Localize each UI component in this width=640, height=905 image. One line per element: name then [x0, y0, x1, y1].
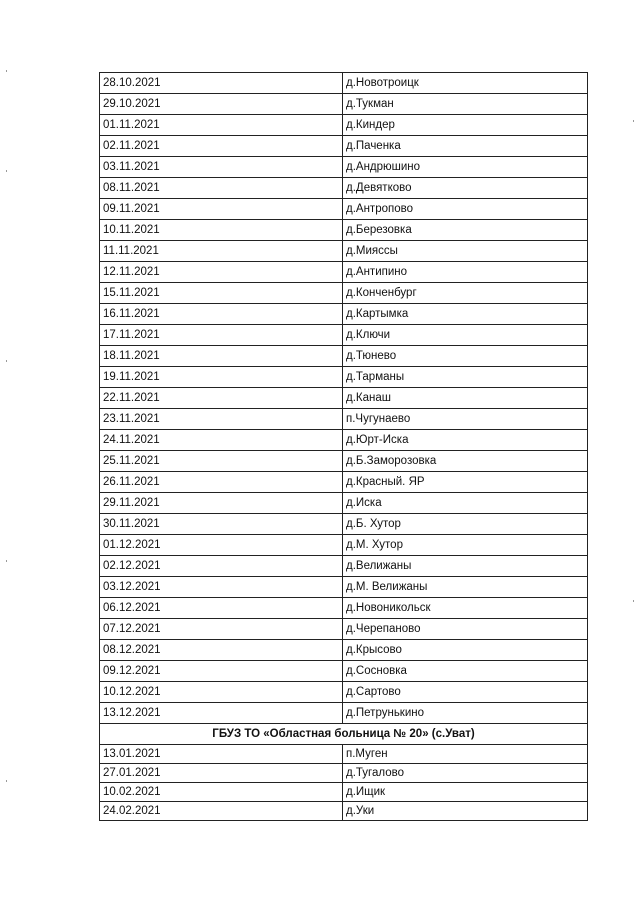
place-cell: д.Картымка [343, 304, 588, 325]
date-cell: 24.02.2021 [100, 802, 343, 821]
date-cell: 16.11.2021 [100, 304, 343, 325]
table-row [100, 577, 588, 598]
place-cell: д.Велижаны [343, 556, 588, 577]
date-cell: 23.11.2021 [100, 409, 343, 430]
place-cell: д.Тарманы [343, 367, 588, 388]
date-cell: 27.01.2021 [100, 764, 343, 783]
date-cell: 08.12.2021 [100, 640, 343, 661]
table-row [100, 764, 588, 783]
date-cell: 29.10.2021 [100, 94, 343, 115]
scan-speck [6, 70, 7, 72]
scan-speck [6, 560, 7, 562]
place-cell: д.Ищик [343, 783, 588, 802]
section-header-row [100, 724, 588, 745]
date-cell: 06.12.2021 [100, 598, 343, 619]
date-cell: 18.11.2021 [100, 346, 343, 367]
table-row [100, 73, 588, 94]
table-row [100, 220, 588, 241]
table-row [100, 283, 588, 304]
place-cell: д.Конченбург [343, 283, 588, 304]
table-row [100, 304, 588, 325]
table-row [100, 640, 588, 661]
place-cell: д.Уки [343, 802, 588, 821]
section-header-body [100, 724, 588, 745]
place-cell: д.Тугалово [343, 764, 588, 783]
scan-speck [6, 780, 7, 782]
date-cell: 01.11.2021 [100, 115, 343, 136]
date-cell: 09.11.2021 [100, 199, 343, 220]
date-cell: 28.10.2021 [100, 73, 343, 94]
place-cell: д.Иска [343, 493, 588, 514]
date-cell: 25.11.2021 [100, 451, 343, 472]
place-cell: д.Антропово [343, 199, 588, 220]
date-cell: 26.11.2021 [100, 472, 343, 493]
table-row [100, 472, 588, 493]
date-cell: 12.11.2021 [100, 262, 343, 283]
date-cell: 13.12.2021 [100, 703, 343, 724]
place-cell: д.Девятково [343, 178, 588, 199]
date-cell: 30.11.2021 [100, 514, 343, 535]
place-cell: д.Киндер [343, 115, 588, 136]
place-cell: д.Петрунькино [343, 703, 588, 724]
date-cell: 29.11.2021 [100, 493, 343, 514]
scan-speck [6, 170, 7, 172]
table-row [100, 802, 588, 821]
table-row [100, 430, 588, 451]
place-cell: д.Андрюшино [343, 157, 588, 178]
table-row [100, 745, 588, 764]
table-row [100, 136, 588, 157]
table-row [100, 115, 588, 136]
place-cell: д.Ключи [343, 325, 588, 346]
date-cell: 15.11.2021 [100, 283, 343, 304]
date-cell: 13.01.2021 [100, 745, 343, 764]
table-row [100, 535, 588, 556]
place-cell: д.Б. Хутор [343, 514, 588, 535]
schedule-table [99, 72, 588, 821]
place-cell: д.Канаш [343, 388, 588, 409]
table-row [100, 451, 588, 472]
date-cell: 02.12.2021 [100, 556, 343, 577]
date-cell: 10.11.2021 [100, 220, 343, 241]
section-title: ГБУЗ ТО «Областная больница № 20» (с.Уват) [100, 724, 588, 745]
table-row [100, 514, 588, 535]
date-cell: 08.11.2021 [100, 178, 343, 199]
place-cell: д.Черепаново [343, 619, 588, 640]
place-cell: д.Березовка [343, 220, 588, 241]
place-cell: д.Тюнево [343, 346, 588, 367]
date-cell: 07.12.2021 [100, 619, 343, 640]
place-cell: д.Новоникольск [343, 598, 588, 619]
place-cell: д.Паченка [343, 136, 588, 157]
table-row [100, 325, 588, 346]
date-cell: 03.12.2021 [100, 577, 343, 598]
table-row [100, 241, 588, 262]
table-row [100, 262, 588, 283]
place-cell: д.Б.Заморозовка [343, 451, 588, 472]
place-cell: д.Тукман [343, 94, 588, 115]
table-row [100, 598, 588, 619]
table-row [100, 619, 588, 640]
place-cell: п.Чугунаево [343, 409, 588, 430]
date-cell: 03.11.2021 [100, 157, 343, 178]
table-row [100, 346, 588, 367]
table-row [100, 367, 588, 388]
schedule-table-body [100, 73, 588, 724]
scan-speck [633, 120, 634, 122]
scan-speck [6, 360, 7, 362]
table-row [100, 703, 588, 724]
date-cell: 09.12.2021 [100, 661, 343, 682]
date-cell: 11.11.2021 [100, 241, 343, 262]
date-cell: 22.11.2021 [100, 388, 343, 409]
place-cell: п.Муген [343, 745, 588, 764]
table-row [100, 157, 588, 178]
table-row [100, 94, 588, 115]
place-cell: д.Сартово [343, 682, 588, 703]
table-row [100, 682, 588, 703]
date-cell: 10.12.2021 [100, 682, 343, 703]
table-row [100, 783, 588, 802]
table-row [100, 493, 588, 514]
place-cell: д.М. Хутор [343, 535, 588, 556]
date-cell: 19.11.2021 [100, 367, 343, 388]
table-row [100, 199, 588, 220]
date-cell: 01.12.2021 [100, 535, 343, 556]
place-cell: д.Красный. ЯР [343, 472, 588, 493]
schedule-page [99, 72, 587, 821]
place-cell: д.Новотроицк [343, 73, 588, 94]
date-cell: 02.11.2021 [100, 136, 343, 157]
table-row [100, 409, 588, 430]
place-cell: д.Мияссы [343, 241, 588, 262]
place-cell: д.Юрт-Иска [343, 430, 588, 451]
table-row [100, 388, 588, 409]
date-cell: 17.11.2021 [100, 325, 343, 346]
place-cell: д.Сосновка [343, 661, 588, 682]
date-cell: 10.02.2021 [100, 783, 343, 802]
section-table-body [100, 745, 588, 821]
place-cell: д.Крысово [343, 640, 588, 661]
table-row [100, 661, 588, 682]
table-row [100, 556, 588, 577]
place-cell: д.М. Велижаны [343, 577, 588, 598]
table-row [100, 178, 588, 199]
place-cell: д.Антипино [343, 262, 588, 283]
date-cell: 24.11.2021 [100, 430, 343, 451]
scan-speck [633, 600, 634, 602]
